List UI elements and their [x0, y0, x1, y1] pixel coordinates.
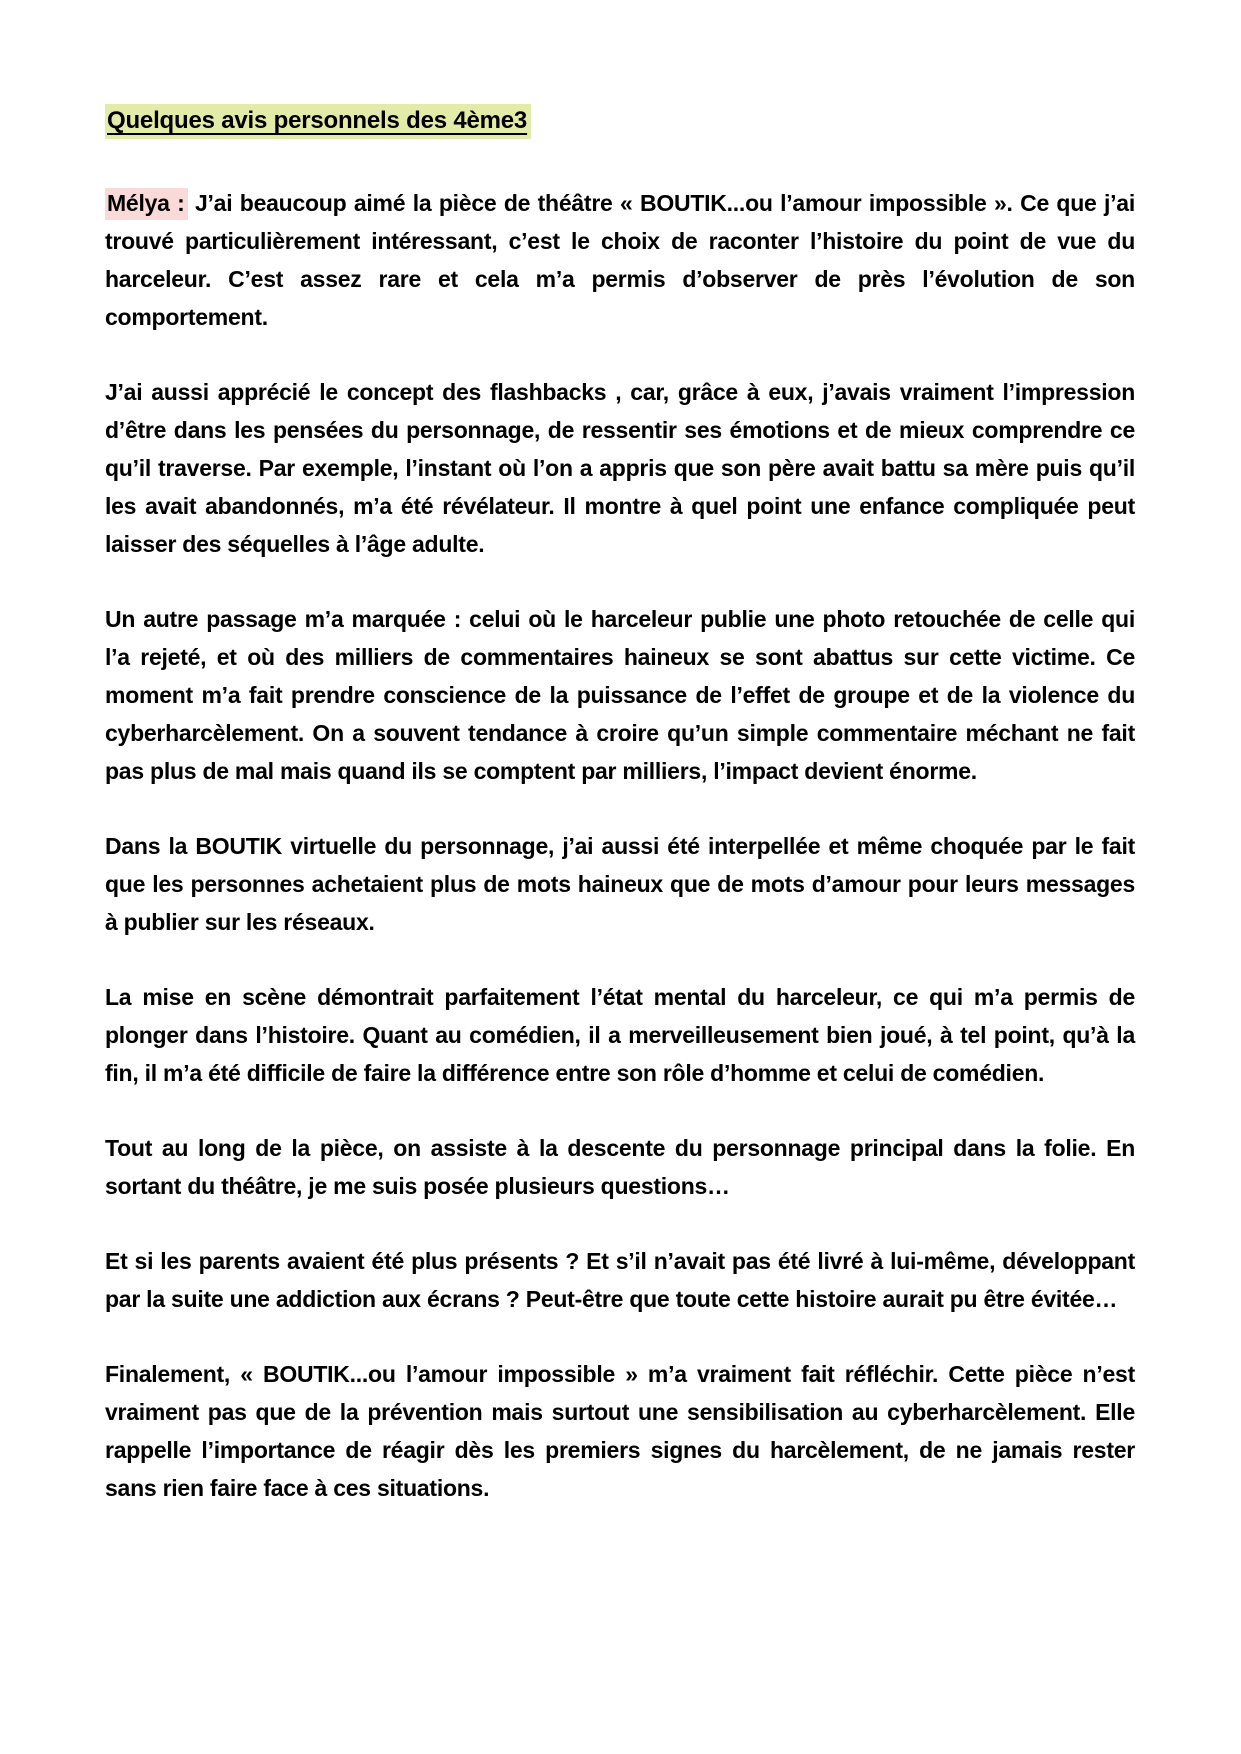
- document-body: [105, 184, 1135, 1507]
- page-title: [105, 102, 1135, 140]
- highlighted-title-text: Quelques avis personnels des 4ème3: [105, 104, 531, 139]
- speaker-name-highlight: Mélya :: [105, 188, 188, 220]
- paragraph-mise-en-scene: La mise en scène démontrait parfaitement l’état mental du harceleur, ce qui m’a permis de plonger dans l’histoire. Quant au comédien, il a merveilleusement bien joué, à tel point, qu’à la fin, il m’a été difficile de faire la différence entre son rôle d’homme et celui de comédien.: [105, 984, 1135, 1086]
- paragraph-questions-parents: Et si les parents avaient été plus présents ? Et s’il n’avait pas été livré à lui-même, développant par la suite une addiction aux écrans ? Peut-être que toute cette histoire aurait pu être évitée…: [105, 1248, 1135, 1312]
- paragraph-flashbacks: J’ai aussi apprécié le concept des flashbacks , car, grâce à eux, j’avais vraiment l’impression d’être dans les pensées du personnage, de ressentir ses émotions et de mieux comprendre ce qu’il traverse. Par exemple, l’instant où l’on a appris que son père avait battu sa mère puis qu’il les avait abandonnés, m’a été révélateur. Il montre à quel point une enfance compliquée peut laisser des séquelles à l’âge adulte.: [105, 379, 1135, 557]
- paragraph-conclusion: Finalement, « BOUTIK...ou l’amour impossible » m’a vraiment fait réfléchir. Cette pièce n’est vraiment pas que de la prévention mais surtout une sensibilisation au cyberharcèlement. Elle rappelle l’importance de réagir dès les premiers signes du harcèlement, de ne jamais rester sans rien faire face à ces situations.: [105, 1361, 1135, 1501]
- paragraph-melya-intro: [105, 184, 1135, 336]
- paragraph-descente-folie: Tout au long de la pièce, on assiste à la descente du personnage principal dans la folie. En sortant du théâtre, je me suis posée plusieurs questions…: [105, 1135, 1135, 1199]
- paragraph-text: J’ai beaucoup aimé la pièce de théâtre « BOUTIK...ou l’amour impossible ». Ce que j’ai trouvé particulièrement intéressant, c’est le choix de raconter l’histoire du point de vue du harceleur. C’est assez rare et cela m’a permis d’observer de près l’évolution de son comportement.: [105, 190, 1135, 330]
- paragraph-photo-retouchee: Un autre passage m’a marquée : celui où le harceleur publie une photo retouchée de celle qui l’a rejeté, et où des milliers de commentaires haineux se sont abattus sur cette victime. Ce moment m’a fait prendre conscience de la puissance de l’effet de groupe et de la violence du cyberharcèlement. On a souvent tendance à croire qu’un simple commentaire méchant ne fait pas plus de mal mais quand ils se comptent par milliers, l’impact devient énorme.: [105, 606, 1135, 784]
- paragraph-boutik-virtuelle: Dans la BOUTIK virtuelle du personnage, j’ai aussi été interpellée et même choquée par le fait que les personnes achetaient plus de mots haineux que de mots d’amour pour leurs messages à publier sur les réseaux.: [105, 833, 1135, 935]
